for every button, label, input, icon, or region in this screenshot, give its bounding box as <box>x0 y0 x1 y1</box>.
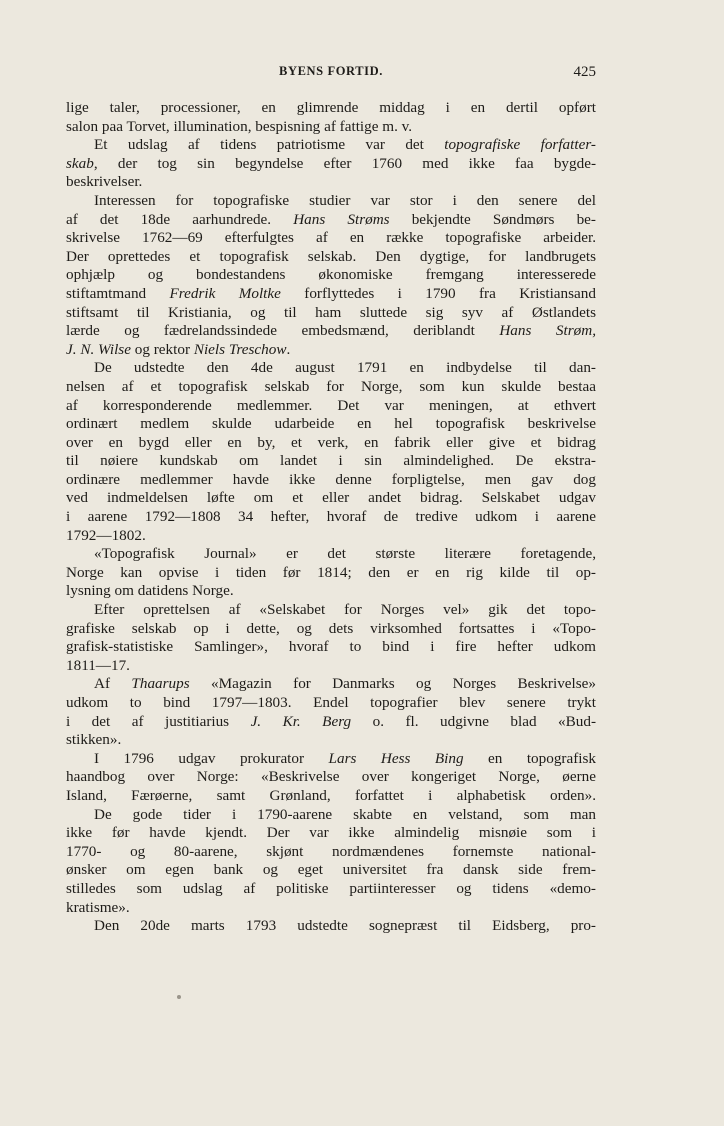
text-run: Af <box>94 675 132 693</box>
text-run: forflyttedes i 1790 fra Kristiansand <box>280 284 596 302</box>
text-run: af korresponderende medlemmer. Det var meningen, at ethvert <box>66 396 596 414</box>
italic-run: J. N. Wilse <box>66 340 131 358</box>
italic-run: Thaarups <box>131 675 190 693</box>
text-run: og rektor <box>130 340 194 358</box>
text-run: 1770- og 80-aarene, skjønt nordmændenes fornemste national- <box>66 842 596 860</box>
text-line <box>66 899 596 918</box>
text-run: Den 20de marts 1793 udstedte sognepræst til Eidsberg, pro- <box>94 917 596 935</box>
text-line <box>66 397 596 416</box>
text-run: stilledes som udslag af politiske partiinteresser og tidens «demo- <box>66 879 596 897</box>
text-run: Island, Færøerne, samt Grønland, forfattet i alphabetisk orden». <box>66 786 596 804</box>
text-run: i aarene 1792—1808 34 hefter, hvoraf de tredive udkom i aarene <box>66 508 596 526</box>
page-number: 425 <box>573 64 596 80</box>
text-line <box>66 731 596 750</box>
text-run: salon paa Torvet, illumination, bespisning af fattige m. v. <box>66 117 413 135</box>
text-line <box>66 564 596 583</box>
text-line <box>66 359 596 378</box>
text-line <box>66 285 596 304</box>
page-header <box>66 64 596 84</box>
text-line <box>66 694 596 713</box>
text-line <box>66 322 596 341</box>
running-title: BYENS FORTID. <box>279 64 383 78</box>
text-run: kratisme». <box>66 898 130 916</box>
text-line <box>66 638 596 657</box>
text-run: ønsker om egen bank og eget universitet fra dansk side frem- <box>66 861 596 879</box>
italic-run: topografiske forfatter- <box>444 136 596 154</box>
text-line <box>66 750 596 769</box>
text-line <box>66 341 596 360</box>
text-run: lige taler, processioner, en glimrende middag i en dertil opført <box>66 99 596 116</box>
italic-run: Niels Treschow <box>193 340 287 358</box>
text-run: ophjælp og bondestandens økonomiske fremgang interesserede <box>66 266 596 284</box>
text-line <box>66 601 596 620</box>
text-line <box>66 173 596 192</box>
text-run: o. fl. udgivne blad «Bud- <box>351 712 596 730</box>
text-line <box>66 861 596 880</box>
text-run: , der tog sin begyndelse efter 1760 med ikke faa bygde- <box>93 154 596 172</box>
text-run: 1792—1802. <box>66 526 146 544</box>
text-run: Interessen for topografiske studier var stor i den senere del <box>94 191 596 209</box>
text-line <box>66 192 596 211</box>
text-line <box>66 452 596 471</box>
text-line <box>66 675 596 694</box>
text-line <box>66 768 596 787</box>
text-run: 1811—17. <box>66 656 130 674</box>
text-line <box>66 211 596 230</box>
text-run: De gode tider i 1790-aarene skabte en velstand, som man <box>94 805 596 823</box>
text-run: ikke før havde kjendt. Der var ikke almindelig misnøie som i <box>66 824 596 842</box>
text-line <box>66 471 596 490</box>
text-run: ordinære medlemmer havde ikke denne forpligtelse, men gav dog <box>66 470 596 488</box>
text-line <box>66 118 596 137</box>
text-line <box>66 843 596 862</box>
text-run: udkom to bind 1797—1803. Endel topografier blev senere trykt <box>66 694 596 711</box>
text-run: grafiske selskab op i dette, og dets virksomhed fortsattes i «Topo- <box>66 619 596 637</box>
text-line <box>66 824 596 843</box>
text-line <box>66 304 596 323</box>
text-line <box>66 415 596 434</box>
italic-run: Fredrik Moltke <box>169 284 281 302</box>
text-line <box>66 527 596 546</box>
text-line <box>66 508 596 527</box>
text-run: . <box>286 340 291 358</box>
text-line <box>66 787 596 806</box>
text-run: Et udslag af tidens patriotisme var det <box>94 136 445 154</box>
text-run: over en bygd eller en by, et verk, en fabrik eller give et bidrag <box>66 433 596 451</box>
text-run: ved indmeldelsen løfte om et eller andet bidrag. Selskabet udgav <box>66 489 596 507</box>
text-line <box>66 434 596 453</box>
italic-run: Lars Hess Bing <box>328 749 464 767</box>
text-line <box>66 155 596 174</box>
text-run: lysning om datidens Norge. <box>66 582 234 600</box>
text-run: grafisk-statistiske Samlinger», hvoraf to bind i fire hefter udkom <box>66 638 596 656</box>
italic-run: Hans Strøm, <box>499 322 596 340</box>
text-line <box>66 620 596 639</box>
text-run: i det af justitiarius <box>66 712 251 730</box>
text-line <box>66 229 596 248</box>
text-line <box>66 917 596 936</box>
text-line <box>66 713 596 732</box>
italic-run: skab <box>66 154 94 172</box>
italic-run: Hans Strøms <box>293 210 390 228</box>
text-run: til nøiere kundskab om landet i sin almindelighed. De ekstra- <box>66 452 596 470</box>
text-run: De udstedte den 4de august 1791 en indbydelse til dan- <box>94 359 596 377</box>
text-run: stiftsamt til Kristiania, og til ham sluttede sig syv af Østlandets <box>66 303 596 321</box>
text-run: I 1796 udgav prokurator <box>94 749 329 767</box>
text-line <box>66 880 596 899</box>
text-line <box>66 378 596 397</box>
text-line <box>66 489 596 508</box>
text-line <box>66 248 596 267</box>
text-line <box>66 266 596 285</box>
text-run: ordinært medlem skulde udarbeide en hel topografisk beskrivelse <box>66 415 596 433</box>
text-run: beskrivelser. <box>66 173 143 191</box>
text-run: «Topografisk Journal» er det største literære foretagende, <box>94 545 596 563</box>
text-run: stikken». <box>66 731 122 749</box>
paper-speck <box>177 995 181 999</box>
text-run: nelsen af et topografisk selskab for Norge, som kun skulde bestaa <box>66 377 596 395</box>
text-run: skrivelse 1762—69 efterfulgtes af en række topografiske arbeider. <box>66 229 596 247</box>
text-line <box>66 582 596 601</box>
text-run: haandbog over Norge: «Beskrivelse over kongeriget Norge, øerne <box>66 768 596 786</box>
text-line <box>66 136 596 155</box>
text-run: en topografisk <box>463 749 596 767</box>
text-line <box>66 657 596 676</box>
text-run: af det 18de aarhundrede. <box>66 210 294 228</box>
text-run: Norge kan opvise i tiden før 1814; den er en rig kilde til op- <box>66 563 596 581</box>
body-text <box>66 99 596 936</box>
text-run: stiftamtmand <box>66 284 170 302</box>
text-run: lærde og fædrelandssindede embedsmænd, deriblandt <box>66 322 500 340</box>
text-run: Der oprettedes et topografisk selskab. Den dygtige, for landbrugets <box>66 247 596 265</box>
text-run: «Magazin for Danmarks og Norges Beskrivelse» <box>189 675 596 693</box>
text-line <box>66 99 596 118</box>
text-run: Efter oprettelsen af «Selskabet for Norges vel» gik det topo- <box>94 601 596 619</box>
text-run: bekjendte Søndmørs be- <box>389 210 596 228</box>
italic-run: J. Kr. Berg <box>250 712 352 730</box>
text-line <box>66 806 596 825</box>
text-line <box>66 545 596 564</box>
